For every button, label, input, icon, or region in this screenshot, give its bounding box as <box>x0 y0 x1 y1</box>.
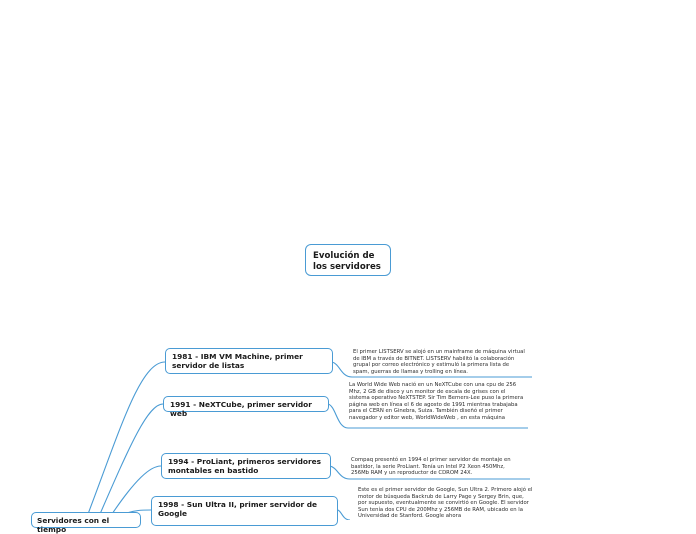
root-topic-label: Evolución de los servidores <box>313 251 381 272</box>
topic-1998[interactable] <box>151 496 338 526</box>
branch-topic-label: Servidores con el tiempo <box>37 516 110 534</box>
note-1981: El primer LISTSERV se alojó en un mainframe de máquina virtual de IBM a través de BITNET. LISTSERV habilitó la colaboración grupal por correo electrónico y estimuló la primera lista de spam, guerras de llamas y trolling en línea. <box>353 349 525 375</box>
note-1998: Este es el primer servidor de Google, Sun Ultra 2. Primero alojó el motor de búsqueda Backrub de Larry Page y Sergey Brin, que, por supuesto, eventualmente se convirtió en Google. El servidor Sun tenía dos CPU de 200Mhz y 256MB de RAM, ubicado en la Universidad de Stanford. Google ahora <box>358 487 533 519</box>
topic-1994-label: 1994 - ProLiant, primeros servidores montables en bastido <box>168 457 322 475</box>
note-1991: La World Wide Web nació en un NeXTCube con una cpu de 256 Mhz, 2 GB de disco y un monitor de escala de grises con el sistema operativo NeXTSTEP. Sir Tim Berners-Lee puso la primera página web en línea el 6 de agosto de 1991 mientras trabajaba para el CERN en Ginebra, Suiza. También diseñó el primer navegador y editor web, WorldWideWeb , en esta máquina <box>349 382 524 421</box>
root-topic[interactable] <box>305 244 391 276</box>
topic-1994[interactable] <box>161 453 331 479</box>
topic-1998-label: 1998 - Sun Ultra II, primer servidor de Google <box>158 500 318 518</box>
topic-1991[interactable] <box>163 396 329 418</box>
note-1994: Compaq presentó en 1994 el primer servidor de montaje en bastidor, la serie ProLiant. Tenía un Intel P2 Xeon 450Mhz, 256Mb RAM y un reproductor de CDROM 24X. <box>351 457 511 476</box>
topic-1981-label: 1981 - IBM VM Machine, primer servidor de listas <box>172 352 303 370</box>
topic-1991-label: 1991 - NeXTCube, primer servidor web <box>170 400 312 418</box>
topic-1981[interactable] <box>165 348 333 374</box>
branch-topic-servidores[interactable] <box>31 512 141 534</box>
